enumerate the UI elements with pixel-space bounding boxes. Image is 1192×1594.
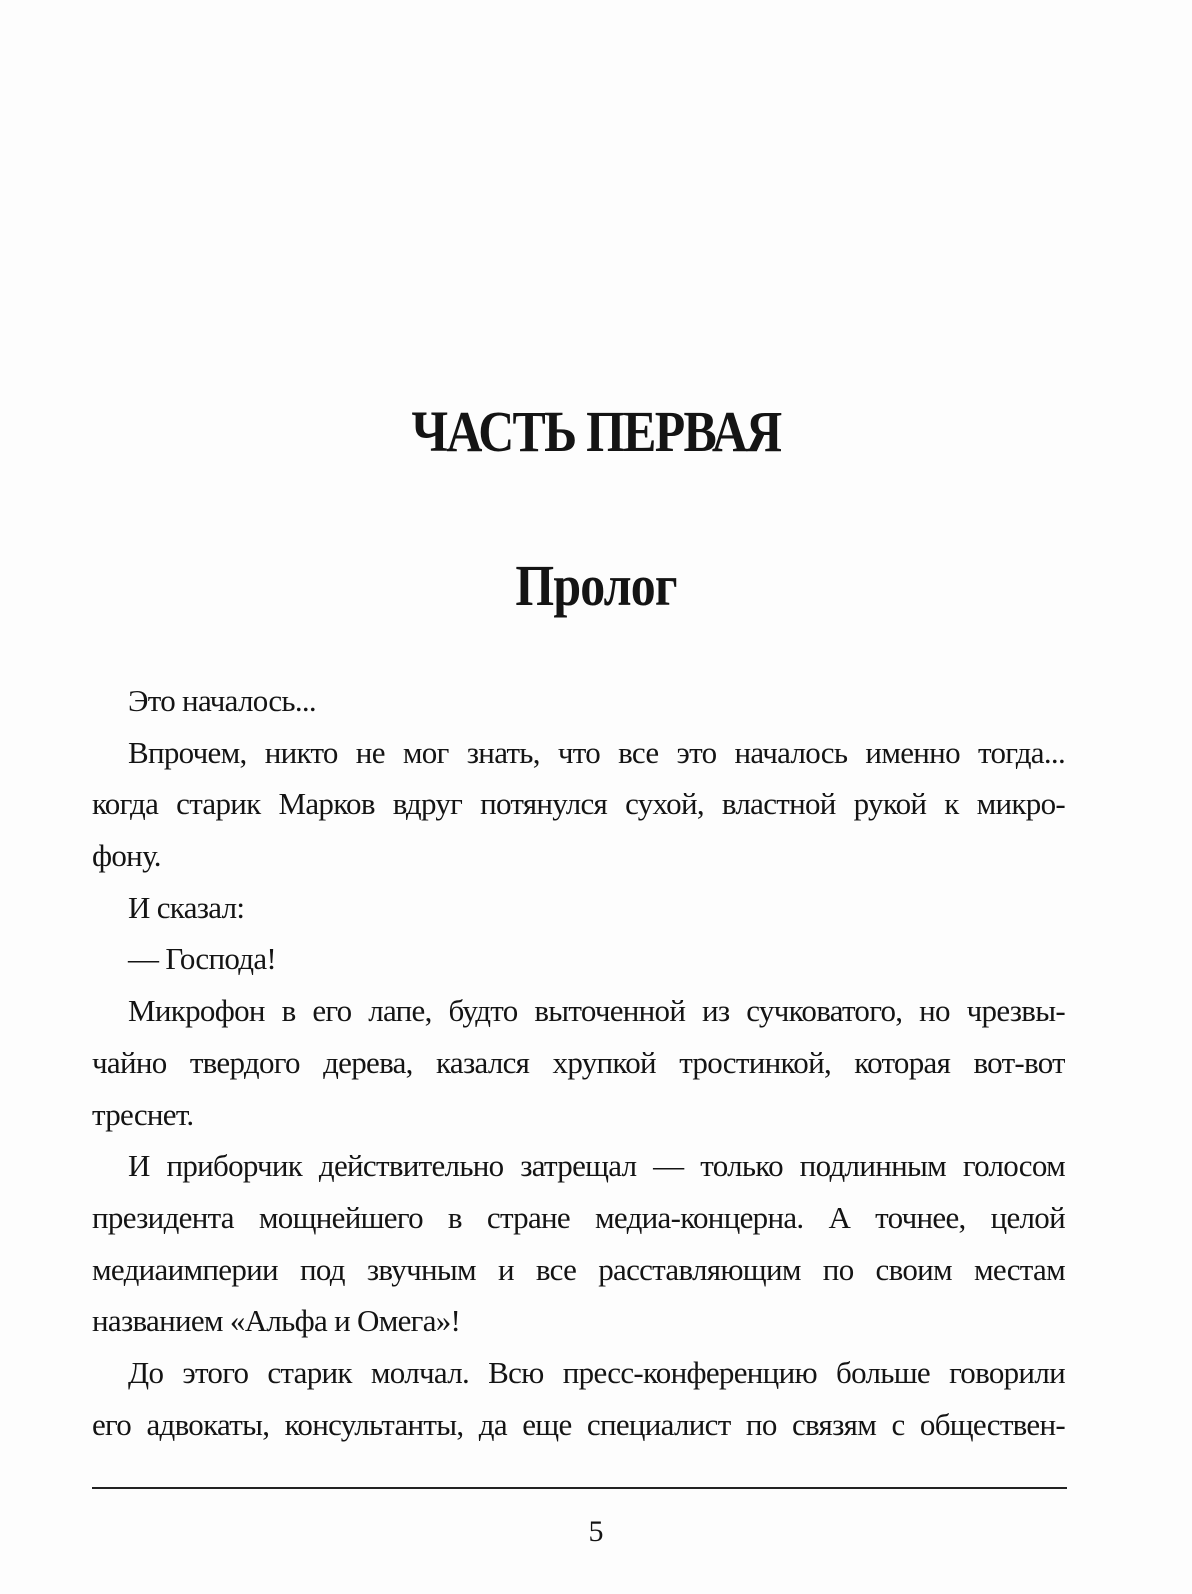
- chapter-title: Пролог: [515, 553, 677, 618]
- text-line: И сказал:: [128, 889, 245, 925]
- text-line: треснет.: [92, 1096, 194, 1132]
- text-line: Это началось...: [128, 683, 316, 718]
- text-line: его адвокаты, консультанты, да еще специалист по связям с обществен-: [92, 1406, 1065, 1442]
- part-title: ЧАСТЬ ПЕРВАЯ: [411, 399, 781, 464]
- text-line: До этого старик молчал. Всю пресс-конференцию больше говорили: [128, 1354, 1065, 1390]
- text-line: Впрочем, никто не мог знать, что все это началось именно тогда...: [128, 734, 1065, 770]
- text-line: фону.: [92, 838, 161, 874]
- body-text: [92, 675, 1065, 1450]
- page-number: 5: [588, 1515, 604, 1548]
- text-line: — Господа!: [128, 941, 277, 977]
- text-line: названием «Альфа и Омега»!: [92, 1303, 461, 1339]
- text-line: когда старик Марков вдруг потянулся сухой, властной рукой к микро-: [92, 786, 1065, 822]
- text-line: президента мощнейшего в стране медиа-концерна. А точнее, целой: [92, 1199, 1065, 1235]
- text-line: медиаимперии под звучным и все расставляющим по своим местам: [92, 1251, 1065, 1287]
- text-line: Микрофон в его лапе, будто выточенной из сучковатого, но чрезвы-: [128, 993, 1065, 1029]
- text-line: чайно твердого дерева, казался хрупкой тростинкой, которая вот-вот: [92, 1044, 1065, 1080]
- text-line: И приборчик действительно затрещал — только подлинным голосом: [128, 1148, 1065, 1184]
- footer-rule: [92, 1487, 1067, 1489]
